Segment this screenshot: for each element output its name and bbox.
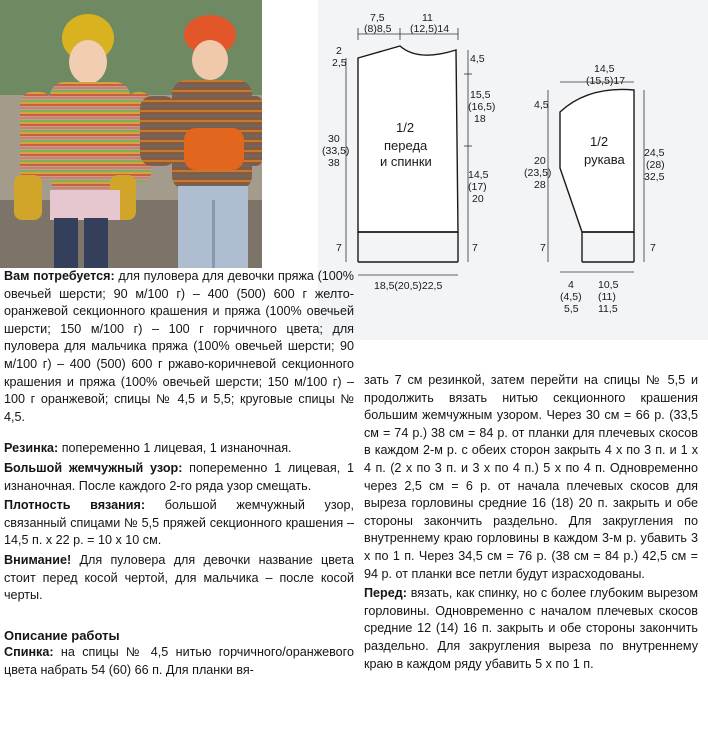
text-materials: для пуловера для девочки пряжа (100% овечьей шерсти; 90 м/100 г) – 400 (500) 600 г желто-оранжевой секционного крашения и пряжа (100% овечьей шерсти; 150 м/100 г) – 100 г горчичного цвета; для пуловера для мальчика пряжа (100% овечьей шерсти; 90 м/100 г) – 400 (500) 600 г ржаво-коричневой секционного крашения и пряжа (100% овечьей шерсти; 150 м/100 г) – 100 г оранжевой; спицы № 4,5 и 5,5; круговые спицы № 4,5. xyxy=(4,269,355,424)
paragraph-gauge xyxy=(4,497,354,550)
sleeve-rib-right: 7 xyxy=(650,242,656,254)
body-shoulder-width-2: (8)8,5 xyxy=(364,23,392,35)
sleeve-bottom-width-3: 11,5 xyxy=(598,303,618,315)
label-pattern: Большой жемчужный узор: xyxy=(4,460,183,475)
sleeve-height-1: 20 xyxy=(534,155,546,167)
sleeve-bottom-width-2: (11) xyxy=(598,291,616,303)
body-neck-width-2: (12,5)14 xyxy=(410,23,450,35)
sleeve-top-width-2: (15,5)17 xyxy=(586,75,626,87)
paragraph-front xyxy=(364,585,698,673)
label-rib: Резинка: xyxy=(4,441,59,456)
body-side-height: 14,5 xyxy=(468,169,489,181)
body-label-3: и спинки xyxy=(380,154,432,169)
body-width: 18,5(20,5)22,5 xyxy=(374,280,443,292)
right-column xyxy=(364,372,698,675)
text-front: вязать, как спинку, но с более глубоким вырезом горловины. Одновременно с началом плечевых скосов средние 12 (14) 16 п. закрыть и обе стороны закончить раздельно. Для закругления выреза по внутреннему краю в каждом ряду убавить 5 х по 1 п. xyxy=(364,586,698,671)
body-side-height-2: (17) xyxy=(468,181,487,193)
text-back: на спицы № 4,5 нитью горчичного/оранжевого цвета набрать 54 (60) 66 п. Для планки вя- xyxy=(4,645,354,677)
left-column xyxy=(4,268,354,681)
body-armhole-height-3: 18 xyxy=(474,113,486,125)
body-total-height-2: (33,5) xyxy=(322,145,350,157)
sleeve-cap-height: 4,5 xyxy=(534,99,549,111)
paragraph-back xyxy=(4,644,354,679)
heading-work-description: Описание работы xyxy=(4,627,120,643)
sleeve-height-2: (23,5) xyxy=(524,167,552,179)
body-armhole-height: 15,5 xyxy=(470,89,491,101)
sleeve-right-height-1: 24,5 xyxy=(644,147,665,159)
label-note: Внимание! xyxy=(4,552,72,567)
label-materials: Вам потребуется: xyxy=(4,269,115,283)
sleeve-label-1: 1/2 xyxy=(590,134,609,149)
body-neck-depth: 4,5 xyxy=(470,53,485,65)
label-gauge: Плотность вязания: xyxy=(4,498,146,513)
sleeve-label-2: рукава xyxy=(584,152,625,167)
text-gauge: большой жемчужный узор, связанный спицами № 5,5 пряжей секционного крашения – 14,5 п. х 22 р. = 10 х 10 см. xyxy=(4,498,354,548)
sleeve-bottom-left-3: 5,5 xyxy=(564,303,579,315)
body-armhole-height-2: (16,5) xyxy=(468,101,496,113)
body-neck-width: 11 xyxy=(422,12,433,24)
paragraph-rib xyxy=(4,440,354,458)
body-side-height-3: 20 xyxy=(472,193,484,205)
sleeve-top-width: 14,5 xyxy=(594,63,615,75)
text-pattern: попеременно 1 лицевая, 1 изнаночная. После каждого 2-го ряда узор смещать. xyxy=(4,460,354,493)
label-front: Перед: xyxy=(364,586,407,601)
text-rib: попеременно 1 лицевая, 1 изнаночная. xyxy=(58,441,292,456)
paragraph-back-continued: зать 7 см резинкой, затем перейти на спицы № 5,5 и продолжить вязать нитью секционного крашения большим жемчужным узором. Через 30 см = 66 р. (33,5 см = 74 р.) 38 см = 84 р. от планки для плечевых скосов в каждом 2-м р. с обеих сторон закрыть 4 х по 3 п. и 1 х 4 п. (2 х по 3 п. и 3 х по 4 п.) 5 х по 4 п. Одновременно через 2,5 см = 6 р. от начала плечевых скосов для выреза горловины средние 16 (18) 20 п. закрыть и обе стороны закончить раздельно. Для закругления по внутреннему краю горловины в каждом 3-м р. убавить 3 х по 1 п. Через 34,5 см = 76 р. (38 см = 84 р.) 42,5 см = 94 р. от планки все петли будут израсходованы. xyxy=(364,373,698,581)
diagram-svg xyxy=(318,0,708,340)
body-total-height: 30 xyxy=(328,133,340,145)
pattern-diagram xyxy=(318,0,708,340)
sleeve-bottom-left-1: 4 xyxy=(568,279,574,291)
label-back: Спинка: xyxy=(4,645,54,660)
body-slope-height-2: 2,5 xyxy=(332,57,347,69)
sleeve-right-height-2: (28) xyxy=(646,159,665,171)
body-rib-left: 7 xyxy=(336,242,342,254)
body-label-1: 1/2 xyxy=(396,120,415,135)
body-slope-height: 2 xyxy=(336,45,342,57)
text-note: Для пуловера для девочки название цвета стоит перед косой чертой, для мальчика – после косой черты. xyxy=(4,552,354,603)
sleeve-height-3: 28 xyxy=(534,179,546,191)
photo-illustration xyxy=(0,0,262,268)
body-label-2: переда xyxy=(384,138,428,153)
sleeve-bottom-left-2: (4,5) xyxy=(560,291,582,303)
photo-children xyxy=(0,0,262,268)
sleeve-right-height-3: 32,5 xyxy=(644,171,665,183)
sleeve-bottom-width-1: 10,5 xyxy=(598,279,619,291)
paragraph-materials xyxy=(4,268,354,426)
body-total-height-3: 38 xyxy=(328,157,340,169)
paragraph-note xyxy=(4,552,354,605)
sleeve-rib-left: 7 xyxy=(540,242,546,254)
body-shoulder-width: 7,5 xyxy=(370,12,385,24)
paragraph-pattern xyxy=(4,460,354,495)
body-rib-right: 7 xyxy=(472,242,478,254)
